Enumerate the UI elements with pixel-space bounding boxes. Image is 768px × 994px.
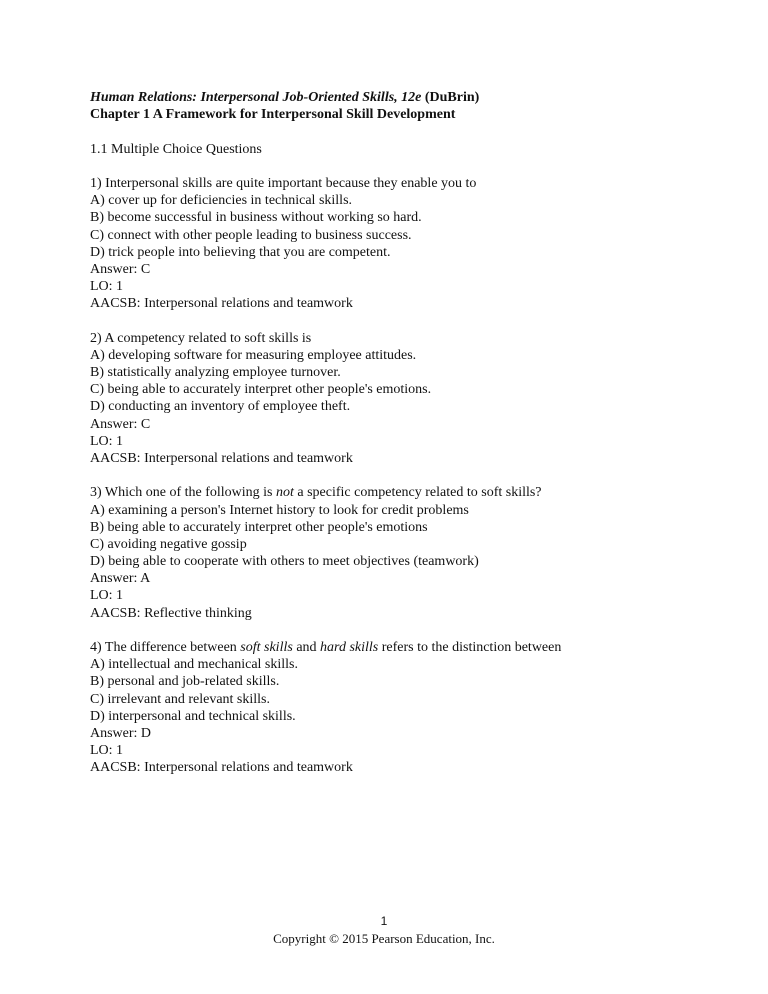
option-d: D) conducting an inventory of employee theft.: [90, 399, 351, 415]
question-1: [90, 175, 730, 313]
stem-text: and: [292, 640, 321, 655]
stem-text: refers to the distinction between: [378, 640, 562, 655]
option-b: B) become successful in business without working so hard.: [90, 210, 422, 226]
learning-objective: LO: 1: [90, 433, 124, 449]
question-stem: [90, 639, 730, 656]
stem-emphasis: soft skills: [240, 640, 293, 655]
option-a: A) cover up for deficiencies in technical skills.: [90, 193, 353, 209]
stem-text: 3) Which one of the following is: [90, 485, 276, 501]
option-b: B) being able to accurately interpret other people's emotions: [90, 519, 428, 535]
answer: Answer: C: [90, 261, 151, 277]
book-author: (DuBrin): [421, 90, 480, 105]
stem-text: 4) The difference between: [90, 640, 241, 655]
learning-objective: LO: 1: [90, 743, 124, 759]
question-stem: [90, 484, 730, 501]
option-c: C) being able to accurately interpret other people's emotions.: [90, 382, 432, 398]
stem-emphasis: hard skills: [320, 640, 379, 655]
option-d: D) interpersonal and technical skills.: [90, 708, 296, 724]
question-4: [90, 639, 730, 777]
question-stem: 2) A competency related to soft skills is: [90, 330, 312, 346]
chapter-title: Chapter 1 A Framework for Interpersonal Skill Development: [90, 107, 456, 123]
option-c: C) avoiding negative gossip: [90, 536, 247, 552]
aacsb-tag: AACSB: Interpersonal relations and teamwork: [90, 760, 353, 776]
learning-objective: LO: 1: [90, 588, 124, 604]
aacsb-tag: AACSB: Interpersonal relations and teamwork: [90, 296, 353, 312]
book-title: Human Relations: Interpersonal Job-Oriented Skills, 12e: [90, 90, 422, 105]
learning-objective: LO: 1: [90, 279, 124, 295]
question-stem: 1) Interpersonal skills are quite important because they enable you to: [90, 175, 477, 191]
option-a: A) intellectual and mechanical skills.: [90, 657, 298, 673]
option-a: A) developing software for measuring employee attitudes.: [90, 347, 417, 363]
option-c: C) connect with other people leading to business success.: [90, 227, 412, 243]
question-2: [90, 330, 730, 468]
aacsb-tag: AACSB: Reflective thinking: [90, 605, 252, 621]
option-d: D) being able to cooperate with others to meet objectives (teamwork): [90, 554, 479, 570]
answer: Answer: C: [90, 416, 151, 432]
question-3: [90, 484, 730, 622]
section-heading: 1.1 Multiple Choice Questions: [90, 141, 262, 157]
page-footer: [0, 912, 768, 948]
page-number: 1: [380, 914, 388, 928]
stem-text: a specific competency related to soft skills?: [293, 485, 542, 501]
document-body: [90, 89, 730, 777]
answer: Answer: D: [90, 725, 152, 741]
copyright-notice: Copyright © 2015 Pearson Education, Inc.: [273, 931, 495, 946]
aacsb-tag: AACSB: Interpersonal relations and teamwork: [90, 450, 353, 466]
option-d: D) trick people into believing that you are competent.: [90, 244, 391, 260]
answer: Answer: A: [90, 571, 151, 587]
stem-emphasis: not: [276, 485, 294, 501]
option-b: B) personal and job-related skills.: [90, 674, 280, 690]
option-a: A) examining a person's Internet history to look for credit problems: [90, 502, 469, 518]
option-c: C) irrelevant and relevant skills.: [90, 691, 270, 707]
option-b: B) statistically analyzing employee turnover.: [90, 365, 341, 380]
book-title-line: [90, 89, 730, 106]
